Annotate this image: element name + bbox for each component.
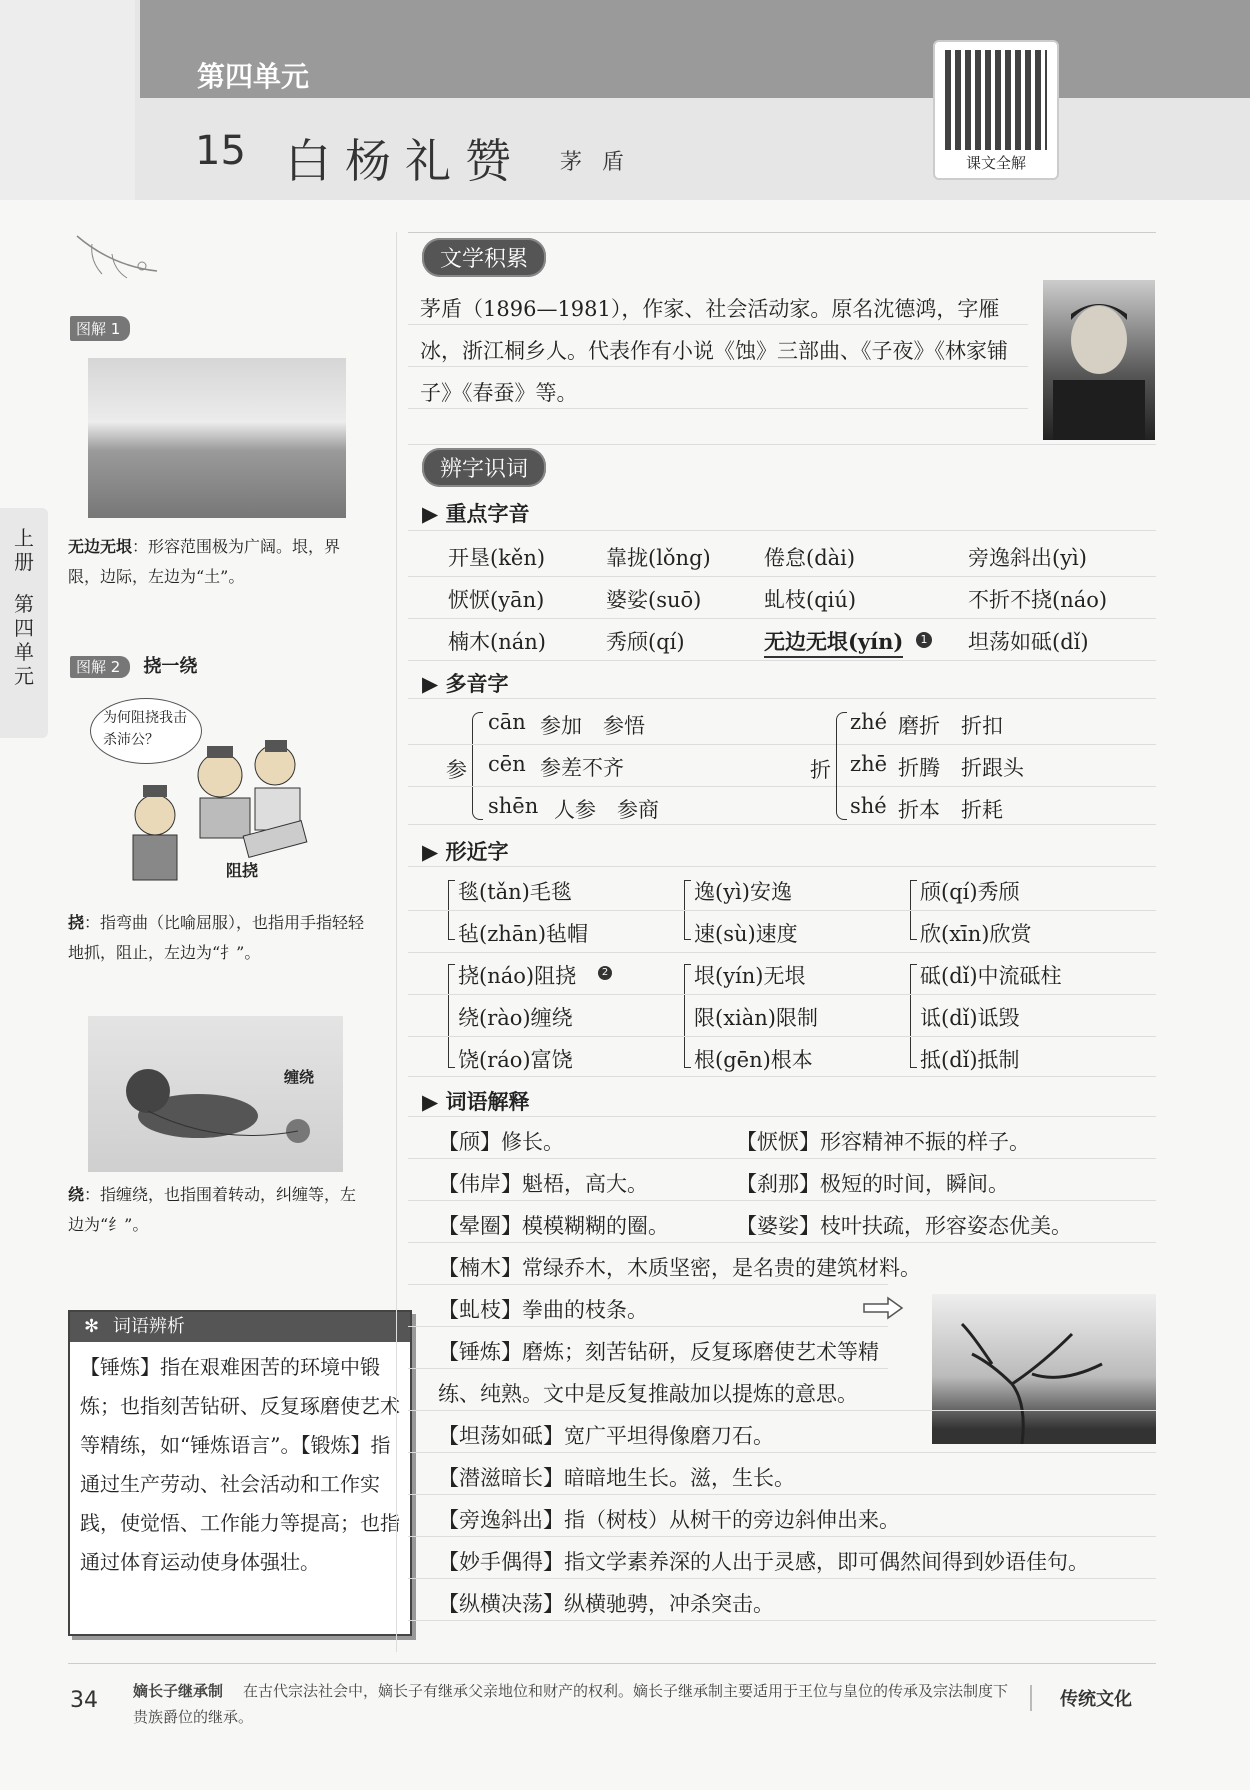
side-tab-volume: 上册 bbox=[14, 526, 34, 574]
vocab-rule bbox=[408, 1116, 1156, 1117]
vocab-2-1: 【婆娑】枝叶扶疏，形容姿态优美。 bbox=[736, 1214, 1072, 1238]
vocab-rule-6 bbox=[408, 1326, 888, 1327]
unit-title: 第四单元 bbox=[197, 60, 310, 93]
poly-rule-4 bbox=[408, 824, 1156, 825]
similar-0-1: 毡(zhān)毡帽 bbox=[458, 922, 589, 946]
vocab-rule-2 bbox=[408, 1158, 1156, 1159]
similar-5-1: 诋(dǐ)诋毁 bbox=[920, 1006, 1020, 1030]
side-tab-unit: 第四单元 bbox=[14, 592, 34, 688]
poly-can-words-0: 参加 参悟 bbox=[540, 714, 645, 738]
grassland-photo bbox=[88, 358, 346, 518]
similar-rule-4 bbox=[408, 994, 1156, 995]
vocab-rule-13 bbox=[408, 1620, 1156, 1621]
poly-zhe-py-0: zhé bbox=[850, 710, 888, 734]
figure-2-caption bbox=[68, 908, 368, 968]
figure-3-term: 绕 bbox=[68, 1185, 85, 1204]
similar-2-1: 欣(xīn)欣赏 bbox=[920, 922, 1032, 946]
poly-rule-2 bbox=[408, 744, 1156, 745]
similar-title: 形近字 bbox=[445, 840, 509, 864]
footer-rule bbox=[68, 1663, 1156, 1664]
similar-4-0: 垠(yín)无垠 bbox=[694, 964, 806, 988]
vocab-rule-9 bbox=[408, 1452, 1156, 1453]
vocab-rule-11 bbox=[408, 1536, 1156, 1537]
similar-4-2: 根(gēn)根本 bbox=[694, 1048, 813, 1072]
vocab-one-7: 【妙手偶得】指文学素养深的人出于灵感，即可偶然间得到妙语佳句。 bbox=[438, 1550, 1089, 1574]
similar-5-0: 砥(dǐ)中流砥柱 bbox=[920, 964, 1062, 988]
vocab-rule-12 bbox=[408, 1578, 1156, 1579]
figure-3-tag: 缠绕 bbox=[284, 1068, 315, 1086]
poly-zhe-bracket bbox=[836, 712, 847, 820]
vocab-rule-3 bbox=[408, 1200, 1156, 1201]
cartoon-illustration-icon bbox=[105, 720, 335, 900]
figure-1-text: ：形容范围极为广阔。垠，界限，边际，左边为“土”。 bbox=[68, 537, 341, 586]
footer-note-text: 在古代宗法社会中，嫡长子有继承父亲地位和财产的权利。嫡长子继承制主要适用于王位与皇位的传承及宗法制度下贵族爵位的继承。 bbox=[133, 1682, 1009, 1726]
key-char-8: 楠木(nán) bbox=[448, 630, 546, 654]
key-char-11: 坦荡如砥(dǐ) bbox=[968, 630, 1089, 654]
literature-section-title: 文学积累 bbox=[422, 238, 546, 277]
vocab-one-2: 【锤炼】磨炼；刻苦钻研，反复琢磨使艺术等精 bbox=[438, 1340, 879, 1364]
similar-rule-6 bbox=[408, 1076, 1156, 1077]
tree-photo bbox=[932, 1294, 1156, 1444]
chars-section-title: 辨字识词 bbox=[422, 448, 546, 487]
poly-title: 多音字 bbox=[445, 672, 509, 696]
word-analysis-text: 【锤炼】指在艰难困苦的环境中锻炼；也指刻苦钻研、反复琢磨使艺术等精练，如“锤炼语言”。【锻炼】指通过生产劳动、社会活动和工作实践，使觉悟、工作能力等提高；也指通过体育运动使身体强壮。 bbox=[80, 1355, 400, 1574]
poly-zhe-words-2: 折本 折耗 bbox=[898, 798, 1003, 822]
key-chars-rule-3 bbox=[408, 618, 1156, 619]
figure-2-tag: 阻挠 bbox=[226, 861, 259, 880]
vocab-one-3: 练、纯熟。文中是反复推敲加以提炼的意思。 bbox=[438, 1382, 858, 1406]
lesson-number: 15 bbox=[195, 128, 246, 174]
similar-2-0: 颀(qí)秀颀 bbox=[920, 880, 1020, 904]
vocab-rule-7 bbox=[408, 1368, 888, 1369]
poly-can-py-1: cēn bbox=[488, 752, 526, 776]
bio-rule-3 bbox=[408, 408, 1028, 409]
similar-bracket-5 bbox=[684, 964, 691, 1068]
key-char-3: 旁逸斜出(yì) bbox=[968, 546, 1087, 570]
qr-code-card[interactable] bbox=[933, 40, 1059, 180]
footer-tag: 传统文化 bbox=[1030, 1685, 1132, 1711]
figure-1-label: 图解 1 bbox=[70, 316, 130, 341]
poly-zhe-words-0: 磨折 折扣 bbox=[898, 714, 1003, 738]
footer-note bbox=[133, 1678, 1013, 1730]
vocab-0-1: 【恹恹】形容精神不振的样子。 bbox=[736, 1130, 1030, 1154]
similar-1-1: 速(sù)速度 bbox=[694, 922, 798, 946]
footnote-1-icon: 1 bbox=[916, 632, 932, 648]
vocab-one-5: 【潜滋暗长】暗暗地生长。滋，生长。 bbox=[438, 1466, 795, 1490]
page-number: 34 bbox=[70, 1688, 98, 1713]
vocab-one-0: 【楠木】常绿乔木，木质坚密，是名贵的建筑材料。 bbox=[438, 1256, 921, 1280]
similar-bracket-6 bbox=[910, 964, 917, 1068]
vocab-one-6: 【旁逸斜出】指（树枝）从树干的旁边斜伸出来。 bbox=[438, 1508, 900, 1532]
poly-zhe-py-1: zhē bbox=[850, 752, 888, 776]
vocab-1-0: 【伟岸】魁梧，高大。 bbox=[438, 1172, 648, 1196]
poly-can-py-2: shēn bbox=[488, 794, 539, 818]
key-char-10: 无边无垠(yín) bbox=[764, 626, 903, 658]
column-separator bbox=[396, 232, 397, 1652]
similar-rule bbox=[408, 866, 1156, 867]
poly-rule bbox=[408, 698, 1156, 699]
figure-3-caption bbox=[68, 1180, 368, 1240]
word-analysis-header bbox=[70, 1312, 410, 1342]
figure-2-title: 挠一绕 bbox=[143, 656, 198, 677]
cat-photo bbox=[88, 1016, 343, 1172]
similar-rule-5 bbox=[408, 1036, 1156, 1037]
similar-3-0: 挠(náo)阻挠 bbox=[458, 964, 577, 988]
vocab-rule-8 bbox=[408, 1410, 1156, 1411]
qr-label: 课文全解 bbox=[965, 154, 1026, 172]
footnote-2-icon: 2 bbox=[598, 966, 612, 980]
poly-zhe-words-1: 折腾 折跟头 bbox=[898, 756, 1024, 780]
footer-note-term: 嫡长子继承制 bbox=[133, 1682, 224, 1700]
arrow-right-icon bbox=[862, 1296, 904, 1320]
twisted-branch-icon bbox=[932, 1294, 1156, 1444]
poly-rule-3 bbox=[408, 786, 1156, 787]
key-char-0: 开垦(kěn) bbox=[448, 546, 546, 570]
vocab-title: 词语解释 bbox=[445, 1090, 530, 1114]
bio-rule-2 bbox=[408, 366, 1028, 367]
similar-rule-2 bbox=[408, 910, 1156, 911]
similar-1-0: 逸(yì)安逸 bbox=[694, 880, 792, 904]
poly-can-py-0: cān bbox=[488, 710, 526, 734]
key-chars-heading: ▶ 重点字音 bbox=[422, 502, 530, 526]
word-analysis-title: 词语辨析 bbox=[112, 1316, 185, 1337]
word-analysis-box bbox=[68, 1310, 412, 1636]
header-left-strip bbox=[0, 0, 135, 200]
poly-heading: ▶ 多音字 bbox=[422, 672, 509, 696]
figure-3-text: ：指缠绕，也指围着转动，纠缠等，左边为“纟”。 bbox=[68, 1185, 357, 1234]
figure-2-term: 挠 bbox=[68, 913, 85, 932]
poly-char-can: 参 bbox=[446, 758, 467, 782]
key-char-7: 不折不挠(náo) bbox=[968, 588, 1108, 612]
key-chars-rule bbox=[408, 530, 1156, 531]
vocab-one-1: 【虬枝】拳曲的枝条。 bbox=[438, 1298, 648, 1322]
vocab-rule-4 bbox=[408, 1242, 1156, 1243]
key-char-1: 靠拢(lǒng) bbox=[606, 546, 711, 570]
figure-1-term: 无边无垠 bbox=[68, 537, 133, 556]
lesson-author: 茅盾 bbox=[560, 150, 645, 175]
figure-2-label: 图解 2 bbox=[70, 656, 130, 678]
figure-1-caption bbox=[68, 532, 368, 592]
lesson-title: 白杨礼赞 bbox=[285, 134, 525, 188]
vocab-rule-10 bbox=[408, 1494, 1156, 1495]
key-char-5: 婆娑(suō) bbox=[606, 588, 702, 612]
vocab-one-4: 【坦荡如砥】宽广平坦得像磨刀石。 bbox=[438, 1424, 774, 1448]
top-rule bbox=[408, 232, 1156, 233]
poly-can-words-1: 参差不齐 bbox=[540, 756, 624, 780]
vocab-rule-5 bbox=[408, 1284, 888, 1285]
key-chars-rule-4 bbox=[408, 660, 1156, 661]
branch-decoration-icon bbox=[72, 226, 162, 286]
similar-0-0: 毯(tǎn)毛毯 bbox=[458, 880, 572, 904]
bio-rule-1 bbox=[408, 324, 1028, 325]
cat-with-yarn-icon bbox=[88, 1016, 343, 1172]
vocab-heading: ▶ 词语解释 bbox=[422, 1090, 530, 1114]
portrait-icon bbox=[1043, 280, 1155, 440]
key-char-2: 倦怠(dài) bbox=[764, 546, 856, 570]
similar-4-1: 限(xiàn)限制 bbox=[694, 1006, 818, 1030]
poly-char-zhe: 折 bbox=[810, 758, 831, 782]
key-char-4: 恹恹(yān) bbox=[448, 588, 545, 612]
key-chars-rule-2 bbox=[408, 576, 1156, 577]
similar-3-1: 绕(rào)缠绕 bbox=[458, 1006, 573, 1030]
key-chars-title: 重点字音 bbox=[445, 502, 530, 526]
side-tab bbox=[0, 508, 48, 738]
author-portrait bbox=[1043, 280, 1155, 440]
asterisk-icon: ✻ bbox=[84, 1316, 100, 1337]
speech-bubble-text: 为何阻挠我击杀沛公？ bbox=[103, 710, 187, 748]
vocab-2-0: 【晕圈】模模糊糊的圈。 bbox=[438, 1214, 669, 1238]
vocab-1-1: 【刹那】极短的时间，瞬间。 bbox=[736, 1172, 1009, 1196]
section-rule-1 bbox=[408, 444, 1156, 445]
key-char-6: 虬枝(qiú) bbox=[764, 588, 857, 612]
figure-2-text: ：指弯曲（比喻屈服），也指用手指轻轻地抓，阻止，左边为“扌”。 bbox=[68, 913, 365, 962]
similar-rule-3 bbox=[408, 952, 1156, 953]
poly-zhe-py-2: shé bbox=[850, 794, 887, 818]
similar-bracket-4 bbox=[448, 964, 455, 1068]
qr-code-icon[interactable] bbox=[945, 50, 1047, 150]
figure-2-header bbox=[70, 652, 197, 678]
similar-3-2: 饶(ráo)富饶 bbox=[458, 1048, 573, 1072]
poly-can-bracket bbox=[472, 712, 483, 820]
author-bio: 茅盾（1896—1981），作家、社会活动家。原名沈德鸿，字雁冰，浙江桐乡人。代表作有小说《蚀》三部曲、《子夜》《林家铺子》《春蚕》等。 bbox=[420, 297, 1008, 405]
key-char-9: 秀颀(qí) bbox=[606, 630, 685, 654]
poly-can-words-2: 人参 参商 bbox=[554, 798, 659, 822]
similar-5-2: 抵(dǐ)抵制 bbox=[920, 1048, 1020, 1072]
vocab-0-0: 【颀】修长。 bbox=[438, 1130, 564, 1154]
vocab-one-8: 【纵横决荡】纵横驰骋，冲杀突击。 bbox=[438, 1592, 774, 1616]
similar-heading: ▶ 形近字 bbox=[422, 840, 509, 864]
